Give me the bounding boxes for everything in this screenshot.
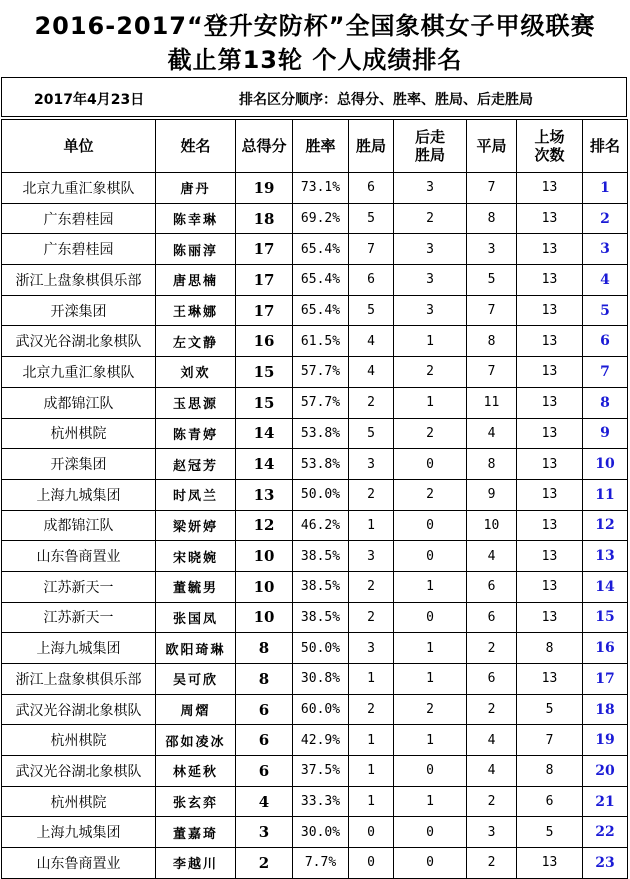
cell-score: 2 xyxy=(236,848,293,879)
cell-name: 赵冠芳 xyxy=(156,449,236,480)
cell-black-wins: 1 xyxy=(394,664,467,695)
cell-wins: 2 xyxy=(349,387,394,418)
page-subtitle: 截止第13轮 个人成绩排名 xyxy=(167,46,463,74)
cell-rank: 6 xyxy=(583,326,628,357)
cell-black-wins: 2 xyxy=(394,418,467,449)
cell-unit: 武汉光谷湖北象棋队 xyxy=(2,694,156,725)
header-unit: 单位 xyxy=(2,120,156,173)
cell-wins: 2 xyxy=(349,571,394,602)
table-row xyxy=(2,357,628,388)
cell-score: 19 xyxy=(236,173,293,204)
cell-win-rate: 53.8% xyxy=(293,418,349,449)
cell-black-wins: 1 xyxy=(394,725,467,756)
table-row xyxy=(2,326,628,357)
cell-draws: 7 xyxy=(467,295,517,326)
cell-rank: 23 xyxy=(583,848,628,879)
cell-black-wins: 0 xyxy=(394,817,467,848)
cell-black-wins: 0 xyxy=(394,449,467,480)
cell-wins: 6 xyxy=(349,265,394,296)
cell-draws: 8 xyxy=(467,449,517,480)
cell-win-rate: 57.7% xyxy=(293,357,349,388)
cell-name: 左文静 xyxy=(156,326,236,357)
cell-games: 13 xyxy=(517,418,583,449)
cell-draws: 2 xyxy=(467,848,517,879)
cell-rank: 9 xyxy=(583,418,628,449)
cell-name: 王琳娜 xyxy=(156,295,236,326)
cell-unit: 浙江上盘象棋俱乐部 xyxy=(2,664,156,695)
header-rank: 排名 xyxy=(583,120,628,173)
cell-games: 13 xyxy=(517,387,583,418)
cell-score: 13 xyxy=(236,479,293,510)
page-title: 2016-2017“登升安防杯”全国象棋女子甲级联赛 xyxy=(34,12,596,40)
table-row xyxy=(2,203,628,234)
cell-draws: 4 xyxy=(467,418,517,449)
cell-games: 6 xyxy=(517,786,583,817)
cell-wins: 7 xyxy=(349,234,394,265)
cell-win-rate: 42.9% xyxy=(293,725,349,756)
cell-win-rate: 73.1% xyxy=(293,173,349,204)
cell-rank: 17 xyxy=(583,664,628,695)
cell-name: 陈丽淳 xyxy=(156,234,236,265)
cell-unit: 上海九城集团 xyxy=(2,633,156,664)
cell-games: 7 xyxy=(517,725,583,756)
cell-name: 欧阳琦琳 xyxy=(156,633,236,664)
header-games-line2: 次数 xyxy=(534,146,565,164)
cell-games: 13 xyxy=(517,203,583,234)
cell-name: 唐思楠 xyxy=(156,265,236,296)
cell-black-wins: 1 xyxy=(394,326,467,357)
table-row xyxy=(2,449,628,480)
cell-draws: 6 xyxy=(467,664,517,695)
cell-name: 陈幸琳 xyxy=(156,203,236,234)
cell-score: 6 xyxy=(236,756,293,787)
cell-score: 17 xyxy=(236,234,293,265)
cell-win-rate: 61.5% xyxy=(293,326,349,357)
cell-score: 15 xyxy=(236,387,293,418)
cell-name: 吴可欣 xyxy=(156,664,236,695)
cell-score: 17 xyxy=(236,265,293,296)
cell-rank: 18 xyxy=(583,694,628,725)
info-bar xyxy=(1,77,627,117)
cell-name: 张国凤 xyxy=(156,602,236,633)
cell-win-rate: 60.0% xyxy=(293,694,349,725)
cell-black-wins: 2 xyxy=(394,203,467,234)
cell-draws: 2 xyxy=(467,786,517,817)
cell-win-rate: 33.3% xyxy=(293,786,349,817)
table-row xyxy=(2,541,628,572)
cell-black-wins: 0 xyxy=(394,602,467,633)
cell-draws: 2 xyxy=(467,694,517,725)
cell-unit: 山东鲁商置业 xyxy=(2,848,156,879)
cell-score: 18 xyxy=(236,203,293,234)
cell-win-rate: 50.0% xyxy=(293,633,349,664)
cell-rank: 1 xyxy=(583,173,628,204)
cell-score: 12 xyxy=(236,510,293,541)
cell-black-wins: 2 xyxy=(394,479,467,510)
cell-score: 8 xyxy=(236,633,293,664)
cell-games: 13 xyxy=(517,571,583,602)
cell-rank: 14 xyxy=(583,571,628,602)
cell-unit: 广东碧桂园 xyxy=(2,203,156,234)
cell-win-rate: 7.7% xyxy=(293,848,349,879)
cell-wins: 2 xyxy=(349,479,394,510)
cell-score: 3 xyxy=(236,817,293,848)
cell-wins: 3 xyxy=(349,633,394,664)
cell-rank: 3 xyxy=(583,234,628,265)
ranking-table xyxy=(1,119,628,879)
cell-black-wins: 0 xyxy=(394,510,467,541)
cell-name: 林延秋 xyxy=(156,756,236,787)
cell-draws: 8 xyxy=(467,326,517,357)
cell-name: 时凤兰 xyxy=(156,479,236,510)
table-row xyxy=(2,295,628,326)
cell-games: 13 xyxy=(517,664,583,695)
cell-rank: 19 xyxy=(583,725,628,756)
cell-win-rate: 65.4% xyxy=(293,295,349,326)
cell-black-wins: 1 xyxy=(394,786,467,817)
cell-black-wins: 1 xyxy=(394,633,467,664)
table-row xyxy=(2,387,628,418)
cell-rank: 7 xyxy=(583,357,628,388)
table-row xyxy=(2,817,628,848)
cell-score: 8 xyxy=(236,664,293,695)
cell-rank: 12 xyxy=(583,510,628,541)
cell-win-rate: 57.7% xyxy=(293,387,349,418)
cell-wins: 0 xyxy=(349,848,394,879)
cell-wins: 3 xyxy=(349,541,394,572)
cell-draws: 7 xyxy=(467,357,517,388)
cell-win-rate: 38.5% xyxy=(293,602,349,633)
cell-wins: 4 xyxy=(349,357,394,388)
cell-rank: 16 xyxy=(583,633,628,664)
table-row xyxy=(2,479,628,510)
cell-black-wins: 0 xyxy=(394,541,467,572)
cell-draws: 6 xyxy=(467,602,517,633)
cell-rank: 2 xyxy=(583,203,628,234)
cell-black-wins: 3 xyxy=(394,295,467,326)
cell-unit: 成都锦江队 xyxy=(2,510,156,541)
cell-score: 4 xyxy=(236,786,293,817)
header-black-wins xyxy=(394,120,467,173)
cell-score: 10 xyxy=(236,571,293,602)
cell-draws: 4 xyxy=(467,541,517,572)
cell-score: 6 xyxy=(236,725,293,756)
cell-wins: 1 xyxy=(349,664,394,695)
cell-rank: 13 xyxy=(583,541,628,572)
cell-name: 唐丹 xyxy=(156,173,236,204)
cell-games: 13 xyxy=(517,173,583,204)
header-black-wins-line1: 后走 xyxy=(414,128,445,146)
cell-rank: 11 xyxy=(583,479,628,510)
cell-name: 梁妍婷 xyxy=(156,510,236,541)
cell-unit: 成都锦江队 xyxy=(2,387,156,418)
cell-draws: 4 xyxy=(467,756,517,787)
cell-wins: 5 xyxy=(349,418,394,449)
cell-draws: 3 xyxy=(467,234,517,265)
cell-name: 邵如凌冰 xyxy=(156,725,236,756)
cell-unit: 开滦集团 xyxy=(2,449,156,480)
cell-win-rate: 65.4% xyxy=(293,265,349,296)
cell-wins: 1 xyxy=(349,756,394,787)
header-win-rate: 胜率 xyxy=(293,120,349,173)
cell-black-wins: 0 xyxy=(394,756,467,787)
cell-name: 董嘉琦 xyxy=(156,817,236,848)
cell-win-rate: 38.5% xyxy=(293,571,349,602)
cell-wins: 2 xyxy=(349,602,394,633)
cell-wins: 5 xyxy=(349,203,394,234)
cell-black-wins: 2 xyxy=(394,694,467,725)
cell-win-rate: 30.8% xyxy=(293,664,349,695)
cell-wins: 3 xyxy=(349,449,394,480)
cell-rank: 4 xyxy=(583,265,628,296)
table-row xyxy=(2,418,628,449)
header-black-wins-line2: 胜局 xyxy=(414,146,445,164)
cell-draws: 6 xyxy=(467,571,517,602)
cell-black-wins: 3 xyxy=(394,234,467,265)
cell-games: 8 xyxy=(517,633,583,664)
cell-unit: 开滦集团 xyxy=(2,295,156,326)
cell-score: 14 xyxy=(236,449,293,480)
cell-unit: 山东鲁商置业 xyxy=(2,541,156,572)
cell-rank: 8 xyxy=(583,387,628,418)
table-header-row xyxy=(2,120,628,173)
cell-black-wins: 1 xyxy=(394,387,467,418)
cell-wins: 0 xyxy=(349,817,394,848)
cell-name: 陈青婷 xyxy=(156,418,236,449)
cell-black-wins: 0 xyxy=(394,848,467,879)
cell-win-rate: 69.2% xyxy=(293,203,349,234)
cell-name: 刘欢 xyxy=(156,357,236,388)
cell-wins: 1 xyxy=(349,786,394,817)
header-games xyxy=(517,120,583,173)
cell-wins: 1 xyxy=(349,725,394,756)
rank-order-label: 排名区分顺序：总得分、胜率、胜局、后走胜局 xyxy=(239,92,533,108)
cell-games: 13 xyxy=(517,541,583,572)
cell-rank: 10 xyxy=(583,449,628,480)
cell-wins: 5 xyxy=(349,295,394,326)
cell-games: 13 xyxy=(517,848,583,879)
cell-unit: 江苏新天一 xyxy=(2,571,156,602)
table-row xyxy=(2,786,628,817)
cell-games: 13 xyxy=(517,265,583,296)
cell-games: 13 xyxy=(517,602,583,633)
cell-draws: 5 xyxy=(467,265,517,296)
table-row xyxy=(2,234,628,265)
cell-win-rate: 37.5% xyxy=(293,756,349,787)
cell-draws: 2 xyxy=(467,633,517,664)
cell-rank: 5 xyxy=(583,295,628,326)
cell-draws: 7 xyxy=(467,173,517,204)
cell-games: 5 xyxy=(517,694,583,725)
header-wins: 胜局 xyxy=(349,120,394,173)
cell-score: 10 xyxy=(236,602,293,633)
table-body xyxy=(2,173,628,879)
cell-rank: 21 xyxy=(583,786,628,817)
cell-unit: 北京九重汇象棋队 xyxy=(2,173,156,204)
cell-wins: 2 xyxy=(349,694,394,725)
cell-draws: 11 xyxy=(467,387,517,418)
cell-unit: 北京九重汇象棋队 xyxy=(2,357,156,388)
cell-games: 13 xyxy=(517,234,583,265)
cell-win-rate: 46.2% xyxy=(293,510,349,541)
table-row xyxy=(2,510,628,541)
cell-wins: 1 xyxy=(349,510,394,541)
cell-black-wins: 3 xyxy=(394,173,467,204)
header-score: 总得分 xyxy=(236,120,293,173)
cell-games: 13 xyxy=(517,479,583,510)
cell-score: 16 xyxy=(236,326,293,357)
table-row xyxy=(2,725,628,756)
cell-name: 李越川 xyxy=(156,848,236,879)
table-row xyxy=(2,694,628,725)
cell-name: 张玄弈 xyxy=(156,786,236,817)
cell-unit: 浙江上盘象棋俱乐部 xyxy=(2,265,156,296)
cell-score: 15 xyxy=(236,357,293,388)
header-games-line1: 上场 xyxy=(534,128,565,146)
cell-rank: 20 xyxy=(583,756,628,787)
cell-black-wins: 3 xyxy=(394,265,467,296)
table-row xyxy=(2,173,628,204)
cell-unit: 上海九城集团 xyxy=(2,479,156,510)
table-row xyxy=(2,265,628,296)
cell-unit: 杭州棋院 xyxy=(2,786,156,817)
cell-win-rate: 65.4% xyxy=(293,234,349,265)
cell-games: 13 xyxy=(517,357,583,388)
cell-unit: 江苏新天一 xyxy=(2,602,156,633)
cell-games: 13 xyxy=(517,510,583,541)
cell-games: 5 xyxy=(517,817,583,848)
table-row xyxy=(2,848,628,879)
cell-games: 8 xyxy=(517,756,583,787)
cell-draws: 8 xyxy=(467,203,517,234)
cell-unit: 杭州棋院 xyxy=(2,418,156,449)
cell-draws: 4 xyxy=(467,725,517,756)
cell-draws: 9 xyxy=(467,479,517,510)
cell-wins: 6 xyxy=(349,173,394,204)
table-row xyxy=(2,633,628,664)
header-draws: 平局 xyxy=(467,120,517,173)
cell-name: 董毓男 xyxy=(156,571,236,602)
cell-name: 宋晓婉 xyxy=(156,541,236,572)
header-name: 姓名 xyxy=(156,120,236,173)
cell-win-rate: 38.5% xyxy=(293,541,349,572)
cell-score: 14 xyxy=(236,418,293,449)
cell-score: 17 xyxy=(236,295,293,326)
cell-rank: 15 xyxy=(583,602,628,633)
cell-draws: 3 xyxy=(467,817,517,848)
cell-unit: 武汉光谷湖北象棋队 xyxy=(2,756,156,787)
cell-games: 13 xyxy=(517,295,583,326)
table-row xyxy=(2,571,628,602)
cell-score: 6 xyxy=(236,694,293,725)
table-row xyxy=(2,664,628,695)
cell-draws: 10 xyxy=(467,510,517,541)
cell-unit: 武汉光谷湖北象棋队 xyxy=(2,326,156,357)
table-row xyxy=(2,602,628,633)
date-label: 2017年4月23日 xyxy=(34,92,145,108)
cell-win-rate: 53.8% xyxy=(293,449,349,480)
cell-score: 10 xyxy=(236,541,293,572)
cell-unit: 上海九城集团 xyxy=(2,817,156,848)
cell-wins: 4 xyxy=(349,326,394,357)
cell-win-rate: 30.0% xyxy=(293,817,349,848)
cell-black-wins: 2 xyxy=(394,357,467,388)
cell-rank: 22 xyxy=(583,817,628,848)
cell-games: 13 xyxy=(517,326,583,357)
cell-unit: 广东碧桂园 xyxy=(2,234,156,265)
cell-name: 周熠 xyxy=(156,694,236,725)
table-row xyxy=(2,756,628,787)
cell-black-wins: 1 xyxy=(394,571,467,602)
cell-name: 玉思源 xyxy=(156,387,236,418)
cell-unit: 杭州棋院 xyxy=(2,725,156,756)
cell-games: 13 xyxy=(517,449,583,480)
cell-win-rate: 50.0% xyxy=(293,479,349,510)
